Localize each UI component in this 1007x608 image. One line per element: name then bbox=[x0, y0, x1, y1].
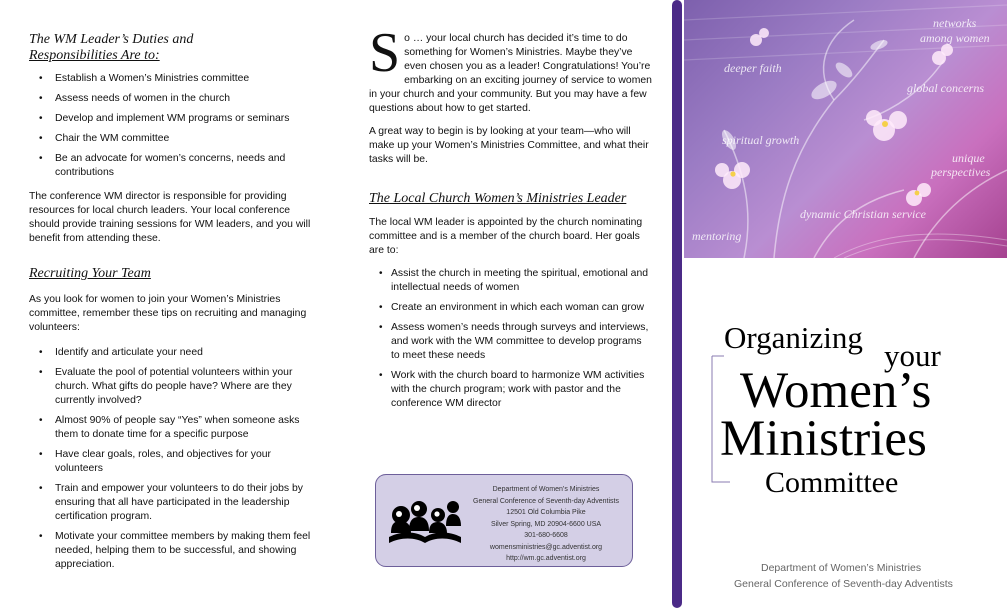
list-item: • Train and empower your volunteers to do their jobs by ensuring that all have participated in the leadership certification program. bbox=[29, 482, 314, 524]
image-word: deeper faith bbox=[724, 61, 782, 75]
address-line: womensministries@gc.adventist.org bbox=[489, 543, 603, 551]
duties-list bbox=[29, 72, 314, 180]
image-word: global concerns bbox=[907, 81, 984, 95]
intro-paragraph: o … your local church has decided it’s time to do something for Women’s Ministries. Maybe they’ve even chosen you as a leader! Congratulations! You’re embarking on an exciting journey of service to women in your church and your community. But you may have a few questions about how to get started. bbox=[369, 33, 652, 114]
list-item: • Have clear goals, roles, and objectives for your volunteers bbox=[29, 448, 314, 476]
womens-ministries-logo-icon bbox=[383, 493, 467, 553]
title-committee: Committee bbox=[765, 466, 899, 499]
image-word: spiritual growth bbox=[722, 133, 800, 147]
address-line: 12501 Old Columbia Pike bbox=[506, 509, 586, 516]
footer-department: Department of Women’s Ministries bbox=[761, 562, 922, 574]
image-word: dynamic Christian service bbox=[800, 207, 926, 221]
address-box bbox=[375, 474, 633, 567]
list-item: • Assess needs of women in the church bbox=[29, 92, 314, 106]
list-item: • Develop and implement WM programs or seminars bbox=[29, 112, 314, 126]
address-line: Department of Women’s Ministries bbox=[492, 486, 600, 493]
image-word: mentoring bbox=[692, 229, 742, 243]
cover-image bbox=[684, 0, 1007, 258]
cover-title bbox=[672, 320, 1007, 510]
list-item: • Work with the church board to harmonize WM activities with the church program; work with pastor and the conference WM director bbox=[369, 369, 653, 411]
list-item: • Be an advocate for women’s concerns, needs and contributions bbox=[29, 152, 314, 180]
list-item: • Establish a Women’s Ministries committee bbox=[29, 72, 314, 86]
recruit-intro: As you look for women to join your Women’s Ministries committee, remember these tips on recruiting and managing volunteers: bbox=[29, 294, 307, 333]
image-word: networks bbox=[933, 16, 977, 30]
list-item: • Create an environment in which each woman can grow bbox=[369, 301, 653, 315]
list-item: • Motivate your committee members by making them feel needed, helping them to be successful, and showing appreciation. bbox=[29, 530, 314, 572]
intro-block bbox=[369, 28, 653, 116]
left-panel bbox=[0, 0, 330, 608]
leader-goals-list bbox=[369, 267, 653, 411]
leader-intro: The local WM leader is appointed by the church nominating committee and is a member of the church board. Her goals are to: bbox=[369, 217, 643, 256]
list-item: • Almost 90% of people say “Yes” when someone asks them to donate time for a specific purpose bbox=[29, 414, 314, 442]
image-word: among women bbox=[920, 31, 990, 45]
address-line: http://wm.gc.adventist.org bbox=[506, 555, 586, 562]
duties-heading bbox=[29, 32, 314, 64]
address-line: General Conference of Seventh-day Adventists bbox=[473, 497, 619, 505]
drop-cap: S bbox=[369, 28, 401, 84]
leader-heading: The Local Church Women’s Ministries Leader bbox=[369, 191, 627, 206]
duties-heading-line1: The WM Leader’s Duties and bbox=[29, 32, 194, 47]
list-item: • Chair the WM committee bbox=[29, 132, 314, 146]
right-panel bbox=[672, 0, 1007, 608]
list-item: • Assess women’s needs through surveys and interviews, and work with the WM committee to develop programs to meet these needs bbox=[369, 321, 653, 363]
address-line: Silver Spring, MD 20904-6600 USA bbox=[490, 520, 602, 528]
team-paragraph: A great way to begin is by looking at your team—who will make up your Women’s Ministries Committee, and what their tasks will be. bbox=[369, 126, 649, 165]
title-organizing: Organizing bbox=[724, 320, 863, 355]
recruit-heading: Recruiting Your Team bbox=[29, 266, 151, 281]
title-your: your bbox=[884, 338, 941, 373]
recruit-tips-list bbox=[29, 346, 314, 572]
image-word: unique bbox=[952, 151, 985, 165]
list-item: • Evaluate the pool of potential volunteers within your church. What gifts do people have? Where are they currently involved? bbox=[29, 366, 314, 408]
footer-conference: General Conference of Seventh-day Adventists bbox=[734, 578, 953, 590]
title-ministries: Ministries bbox=[720, 411, 927, 467]
title-womens: Women’s bbox=[740, 363, 932, 419]
address-text bbox=[466, 484, 626, 565]
image-word: perspectives bbox=[931, 165, 991, 179]
list-item: • Assist the church in meeting the spiritual, emotional and intellectual needs of women bbox=[369, 267, 653, 295]
director-paragraph: The conference WM director is responsible for providing resources for local church leaders. Your local conference should provide training sessions for WM leaders, and you will benefit from attending these. bbox=[29, 191, 311, 244]
address-line: 301-680-6608 bbox=[524, 532, 568, 539]
duties-heading-line2: Responsibilities Are to: bbox=[29, 48, 160, 63]
purple-divider-bar bbox=[672, 0, 682, 608]
list-item: • Identify and articulate your need bbox=[29, 346, 314, 360]
